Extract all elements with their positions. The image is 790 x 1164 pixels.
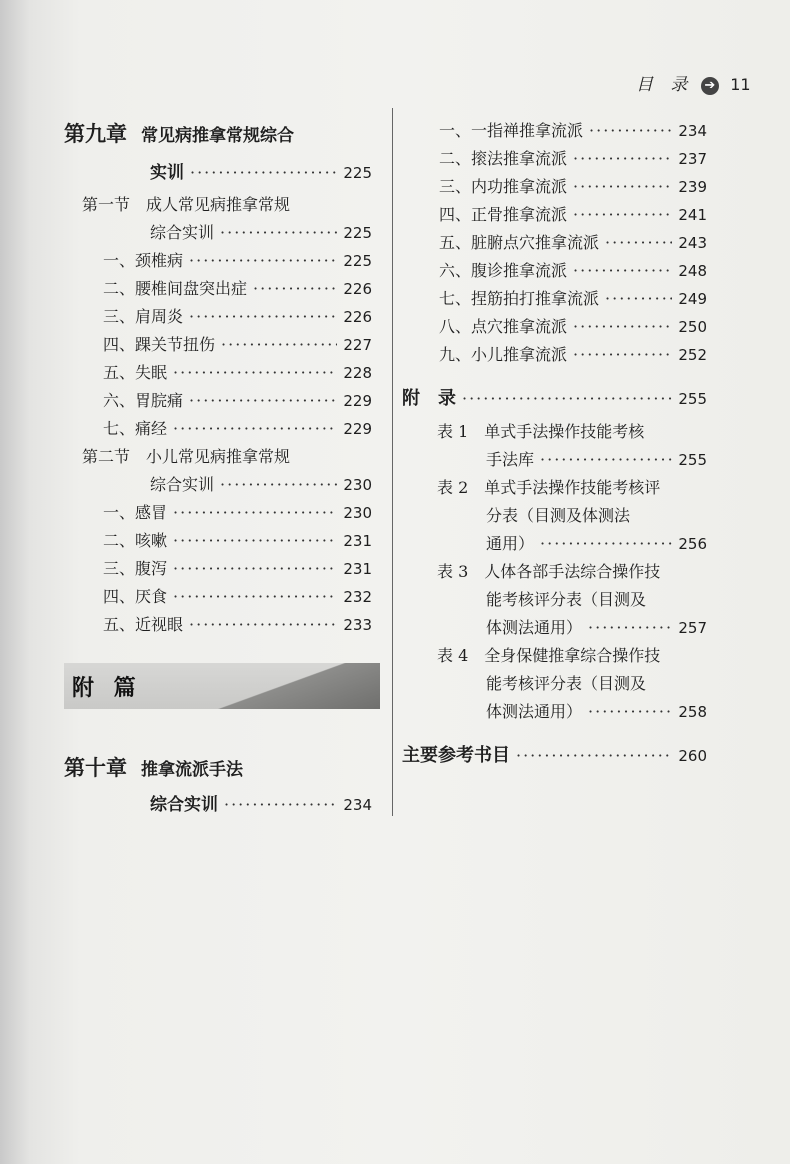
item-label: 四、正骨推拿流派 [439,205,568,224]
item-label: 五、近视眼 [103,615,184,634]
dot-leader [189,615,337,634]
page-ref: 260 [678,747,707,765]
page-ref: 225 [343,164,372,182]
page-ref: 227 [343,336,372,354]
page-ref: 243 [678,234,707,252]
toc-item[interactable] [103,556,372,579]
toc-item[interactable] [103,612,372,635]
dot-leader [516,746,672,765]
dot-leader [573,205,672,224]
page-ref: 225 [343,252,372,270]
chapter-title-cont: 综合实训 [150,795,218,815]
item-label: 四、踝关节扭伤 [103,335,216,354]
table-title: 表 2 单式手法操作技能考核评 [437,478,661,497]
toc-table-2-cont[interactable] [486,531,707,554]
dot-leader [573,317,672,336]
page-ref: 234 [678,122,707,140]
item-label: 二、咳嗽 [103,531,168,550]
toc-item[interactable] [439,342,707,365]
dot-leader [605,289,672,308]
page-ref: 230 [343,476,372,494]
toc-table-1-cont[interactable] [486,447,707,470]
item-label: 九、小儿推拿流派 [439,345,568,364]
item-label: 七、痛经 [103,419,168,438]
page-ref: 226 [343,280,372,298]
page-ref: 232 [343,588,372,606]
toc-item[interactable] [439,174,707,197]
toc-item[interactable] [103,584,372,607]
table-title-cont: 能考核评分表（目测及 [486,674,647,693]
toc-item[interactable] [103,332,372,355]
page-ref: 231 [343,532,372,550]
toc-item[interactable] [103,360,372,383]
table-title: 表 1 单式手法操作技能考核 [437,422,645,441]
dot-leader [573,177,672,196]
running-head-title: 目 录 [636,75,694,95]
toc-item[interactable] [103,388,372,411]
chapter-title-cont: 实训 [150,163,184,183]
toc-chapter-10[interactable] [64,752,243,782]
toc-table-4-cont[interactable] [486,699,707,722]
page-ref: 229 [343,392,372,410]
page-ref: 229 [343,420,372,438]
toc-table-3-line2[interactable] [486,587,646,610]
toc-section-2[interactable] [82,444,290,467]
dot-leader [573,345,672,364]
toc-chapter-9[interactable] [64,118,294,148]
chapter-title: 常见病推拿常规综合 [141,126,294,146]
page-ref: 241 [678,206,707,224]
toc-table-1[interactable] [437,419,644,442]
dot-leader [173,587,337,606]
arrow-right-circle-icon: ➔ [701,77,719,95]
item-label: 六、腹诊推拿流派 [439,261,568,280]
toc-table-3-cont[interactable] [486,615,707,638]
toc-item[interactable] [439,118,707,141]
page-ref: 234 [343,796,372,814]
toc-item[interactable] [439,202,707,225]
references-title: 主要参考书目 [402,745,510,766]
dot-leader [173,503,337,522]
item-label: 三、腹泻 [103,559,168,578]
table-title-cont: 分表（目测及体测法 [486,506,631,525]
page-ref: 225 [343,224,372,242]
dot-leader [189,307,337,326]
part-banner [64,663,380,709]
page-ref: 237 [678,150,707,168]
toc-item[interactable] [439,258,707,281]
chapter-label: 第九章 [64,122,127,146]
item-label: 三、肩周炎 [103,307,184,326]
table-title-cont: 通用） [486,534,535,553]
toc-table-2[interactable] [437,475,660,498]
toc-item[interactable] [103,500,372,523]
page-ref: 257 [678,619,707,637]
part-title: 附 篇 [72,676,142,701]
toc-item[interactable] [439,146,707,169]
dot-leader [573,261,672,280]
toc-section-1[interactable] [82,192,290,215]
toc-table-4-line2[interactable] [486,671,646,694]
toc-item[interactable] [439,286,707,309]
dot-leader [589,121,672,140]
appendix-title: 附 录 [402,388,456,409]
dot-leader [224,795,337,814]
toc-item[interactable] [103,528,372,551]
dot-leader [220,475,337,494]
section-title-cont: 综合实训 [150,223,215,242]
toc-table-4[interactable] [437,643,660,666]
page-ref: 248 [678,262,707,280]
dot-leader [605,233,672,252]
item-label: 五、脏腑点穴推拿流派 [439,233,600,252]
table-title: 表 3 人体各部手法综合操作技 [437,562,661,581]
toc-references[interactable] [402,741,707,767]
toc-appendix[interactable] [402,384,707,410]
toc-item[interactable] [103,416,372,439]
toc-table-2-line2[interactable] [486,503,630,526]
dot-leader [190,163,337,182]
page-ref: 233 [343,616,372,634]
dot-leader [173,363,337,382]
item-label: 三、内功推拿流派 [439,177,568,196]
item-label: 四、厌食 [103,587,168,606]
dot-leader [173,559,337,578]
dot-leader [588,618,672,637]
section-title: 第二节 小儿常见病推拿常规 [82,447,291,466]
dot-leader [221,335,337,354]
item-label: 二、㨰法推拿流派 [439,149,568,168]
page-ref: 230 [343,504,372,522]
page-ref: 249 [678,290,707,308]
toc-item[interactable] [439,230,707,253]
page-ref: 231 [343,560,372,578]
dot-leader [540,534,672,553]
chapter-title: 推拿流派手法 [141,760,243,780]
section-title-cont: 综合实训 [150,475,215,494]
column-divider [392,108,393,816]
toc-item[interactable] [103,304,372,327]
page-ref: 228 [343,364,372,382]
toc-item[interactable] [103,276,372,299]
page-ref: 239 [678,178,707,196]
dot-leader [253,279,337,298]
toc-section-1-cont[interactable] [150,220,372,243]
item-label: 六、胃脘痛 [103,391,184,410]
section-title: 第一节 成人常见病推拿常规 [82,195,291,214]
toc-chapter-10-cont[interactable] [150,790,372,815]
toc-item[interactable] [103,248,372,271]
item-label: 一、颈椎病 [103,251,184,270]
table-title-cont: 体测法通用） [486,702,583,721]
page-ref: 226 [343,308,372,326]
dot-leader [173,419,337,438]
chapter-label: 第十章 [64,756,127,780]
table-title-cont: 手法库 [486,450,535,469]
page-ref: 258 [678,703,707,721]
table-title-cont: 能考核评分表（目测及 [486,590,647,609]
page-ref: 255 [678,390,707,408]
dot-leader [189,251,337,270]
item-label: 二、腰椎间盘突出症 [103,279,248,298]
page-ref: 256 [678,535,707,553]
dot-leader [220,223,337,242]
dot-leader [189,391,337,410]
dot-leader [588,702,672,721]
item-label: 一、一指禅推拿流派 [439,121,584,140]
toc-section-2-cont[interactable] [150,472,372,495]
toc-chapter-9-cont[interactable] [150,158,372,183]
dot-leader [462,389,672,408]
item-label: 七、捏筋拍打推拿流派 [439,289,600,308]
item-label: 一、感冒 [103,503,168,522]
toc-item[interactable] [439,314,707,337]
dot-leader [573,149,672,168]
item-label: 八、点穴推拿流派 [439,317,568,336]
dot-leader [173,531,337,550]
dot-leader [540,450,672,469]
table-title-cont: 体测法通用） [486,618,583,637]
item-label: 五、失眠 [103,363,168,382]
running-head [636,70,751,95]
page-ref: 252 [678,346,707,364]
toc-table-3[interactable] [437,559,660,582]
page-ref: 250 [678,318,707,336]
page-ref: 255 [678,451,707,469]
table-title: 表 4 全身保健推拿综合操作技 [437,646,661,665]
page-number: 11 [730,75,751,94]
